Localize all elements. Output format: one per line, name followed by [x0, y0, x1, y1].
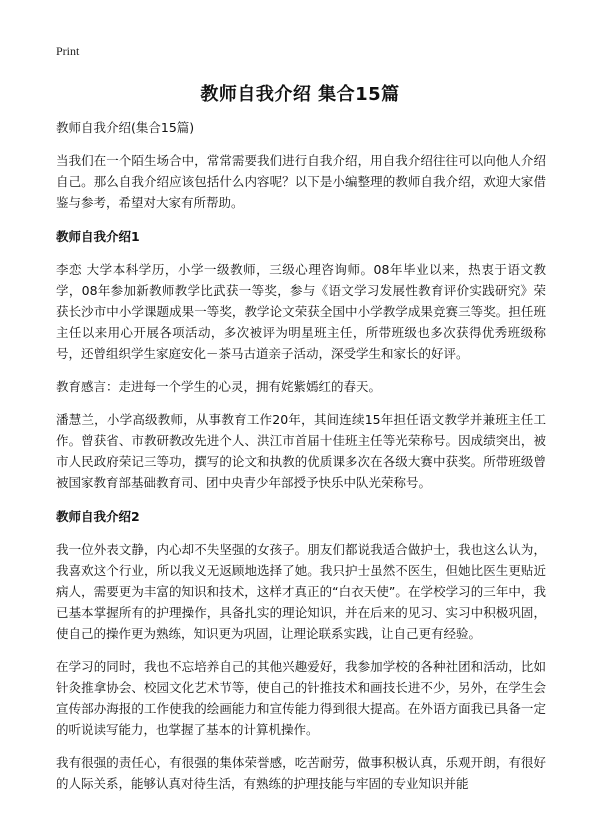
- section-2-paragraph-3: 我有很强的责任心，有很强的集体荣誉感，吃苦耐劳，做事积极认真，乐观开朗，有很好的人际关系，能够认真对待生活，有熟练的护理技能与牢固的专业知识并能: [56, 755, 546, 791]
- document-subtitle: 教师自我介绍(集合15篇): [56, 120, 195, 135]
- section-2-paragraph-2: 在学习的同时，我也不忘培养自己的其他兴趣爱好，我参加学校的各种社团和活动，比如针灸推拿协会、校园文化艺术节等，使自己的针推技术和画技长进不少，另外，在学生会宣传部办海报的工作使我的绘画能力和宣传能力得到很大提高。在外语方面我已具备一定的听说读写能力，也掌握了基本的计算机操作。: [56, 659, 546, 737]
- intro-paragraph: 当我们在一个陌生场合中，常常需要我们进行自我介绍，用自我介绍往往可以向他人介绍自己。那么自我介绍应该包括什么内容呢？以下是小编整理的教师自我介绍，欢迎大家借鉴与参考，希望对大家有所帮助。: [56, 153, 546, 210]
- section-1-paragraph-2: 教育感言：走进每一个学生的心灵，拥有姹紫嫣红的春天。: [56, 379, 382, 394]
- document-body: [56, 118, 546, 806]
- section-2-paragraph-1: 我一位外表文静，内心却不失坚强的女孩子。朋友们都说我适合做护士，我也这么认为，我喜欢这个行业，所以我义无返顾地选择了她。我只护士虽然不医生，但她比医生更贴近病人，需要更为丰富的知识和技术，这样才真正的“白衣天使”。在学校学习的三年中，我已基本掌握所有的护理操作，具备扎实的理论知识，并在后来的见习、实习中积极巩固，使自己的操作更为熟练，知识更为巩固，让理论联系实践，让自己更有经验。: [56, 542, 546, 641]
- section-heading-2: 教师自我介绍2: [56, 509, 140, 524]
- section-heading-1: 教师自我介绍1: [56, 229, 140, 244]
- print-label: Print: [56, 44, 80, 58]
- page-title: 教师自我介绍 集合15篇: [200, 84, 400, 105]
- section-1-paragraph-3: 潘慧兰，小学高级教师，从事教育工作20年，其间连续15年担任语文教学并兼班主任工作。曾获省、市教研教改先进个人、洪江市首届十佳班主任等光荣称号。因成绩突出，被市人民政府荣记三等功，撰写的论文和执教的优质课多次在各级大赛中获奖。所带班级曾被国家教育部基础教育司、团中央青少年部授予快乐中队光荣称号。: [56, 412, 546, 490]
- section-1-paragraph-1: 李恋 大学本科学历，小学一级教师，三级心理咨询师。08年毕业以来，热衷于语文教学，08年参加新教师教学比武获一等奖，参与《语文学习发展性教育评价实践研究》荣获长沙市中小学课题成果一等奖，教学论文荣获全国中小学教学成果竞赛三等奖。担任班主任以来用心开展各项活动，多次被评为明星班主任，所带班级也多次获得优秀班级称号，还曾组织学生家庭安化－茶马古道亲子活动，深受学生和家长的好评。: [56, 262, 546, 361]
